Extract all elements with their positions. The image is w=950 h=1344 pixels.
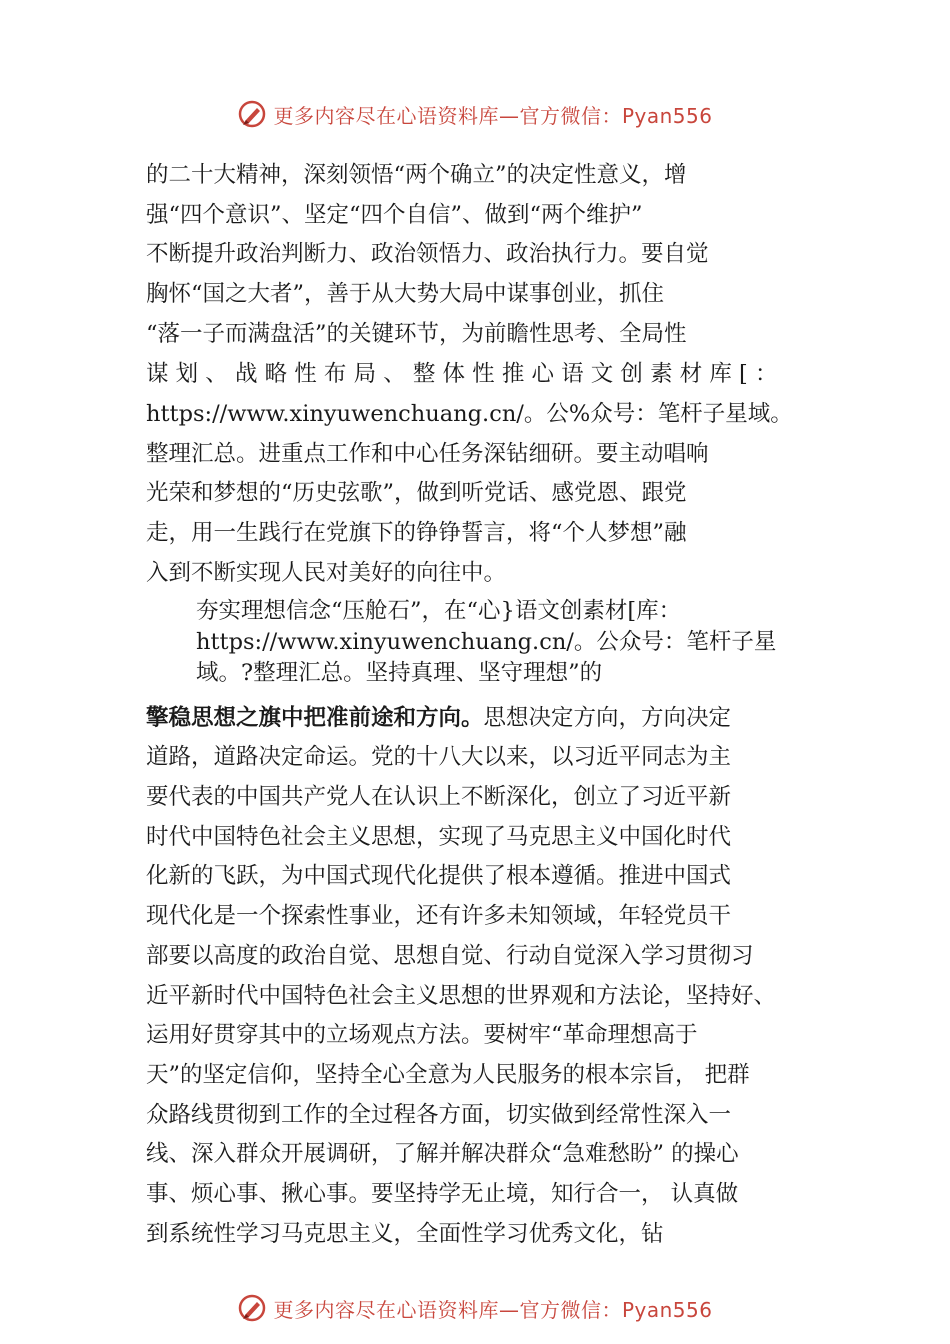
text-line: 整理汇总。进重点工作和中心任务深钻细研。要主动唱响	[146, 441, 709, 467]
text-line: 不断提升政治判断力、政治领悟力、政治执行力。要自觉	[146, 241, 709, 267]
text-line: 要代表的中国共产党人在认识上不断深化，创立了习近平新	[146, 784, 732, 810]
text-line: 事、烦心事、揪心事。要坚持学无止境，知行合一， 认真做	[146, 1181, 739, 1207]
text-line: 时代中国特色社会主义思想，实现了马克思主义中国化时代	[146, 824, 732, 850]
text-line: 部要以高度的政治自觉、思想自觉、行动自觉深入学习贯彻习	[146, 943, 754, 969]
text-line: https://www.xinyuwenchuang.cn/。公%众号：笔杆子星域。	[146, 401, 793, 427]
text-line: 强“四个意识”、坚定“四个自信”、做到“两个维护”	[146, 202, 643, 228]
text-line: 谋 划 、 战 略 性 布 局 、 整 体 性 推 心 语 文 创 素 材 库 [ ：	[146, 361, 778, 387]
text-line: 入到不断实现人民对美好的向往中。	[146, 560, 507, 586]
pen-logo-icon	[237, 99, 267, 129]
text-line: 化新的飞跃，为中国式现代化提供了根本遵循。推进中国式	[146, 863, 732, 889]
text-line: 到系统性学习马克思主义，全面性学习优秀文化，钻	[146, 1221, 664, 1247]
text-line: 胸怀“国之大者”，善于从大势大局中谋事创业，抓住	[146, 281, 665, 307]
text-line: 线、深入群众开展调研，了解并解决群众“急难愁盼” 的操心	[146, 1141, 739, 1167]
text-line: 天”的坚定信仰，坚持全心全意为人民服务的根本宗旨， 把群	[146, 1062, 750, 1088]
text-run: 思想决定方向，方向决定	[483, 705, 732, 731]
text-line: 现代化是一个探索性事业，还有许多未知领域，年轻党员干	[146, 903, 732, 929]
text-line	[146, 704, 731, 732]
pen-logo-icon	[237, 1293, 267, 1323]
text-line: 的二十大精神，深刻领悟“两个确立”的决定性意义，增	[146, 162, 687, 188]
header-banner-text: 更多内容尽在心语资料库—官方微信：Pyan556	[273, 103, 713, 128]
text-line: 走，用一生践行在党旗下的铮铮誓言，将“个人梦想”融	[146, 520, 687, 546]
header-banner	[0, 94, 950, 134]
heading-line: 域。?整理汇总。坚持真理、坚守理想”的	[196, 660, 603, 686]
bold-lead-text: 擎稳思想之旗中把准前途和方向。	[146, 705, 484, 731]
text-line: “落一子而满盘活”的关键环节，为前瞻性思考、全局性	[146, 321, 687, 347]
footer-banner-text: 更多内容尽在心语资料库—官方微信：Pyan556	[273, 1297, 713, 1322]
footer-banner	[0, 1288, 950, 1328]
text-line: 运用好贯穿其中的立场观点方法。要树牢“革命理想高于	[146, 1022, 698, 1048]
text-line: 近平新时代中国特色社会主义思想的世界观和方法论，坚持好、	[146, 983, 777, 1009]
heading-line: https://www.xinyuwenchuang.cn/。公众号：笔杆子星	[196, 629, 777, 655]
text-line: 光荣和梦想的“历史弦歌”，做到听党话、感党恩、跟党	[146, 480, 687, 506]
text-line: 道路，道路决定命运。党的十八大以来，以习近平同志为主	[146, 744, 732, 770]
text-line: 众路线贯彻到工作的全过程各方面，切实做到经常性深入一	[146, 1102, 732, 1128]
heading-line: 夯实理想信念“压舱石”，在“心}语文创素材[库：	[196, 598, 682, 624]
